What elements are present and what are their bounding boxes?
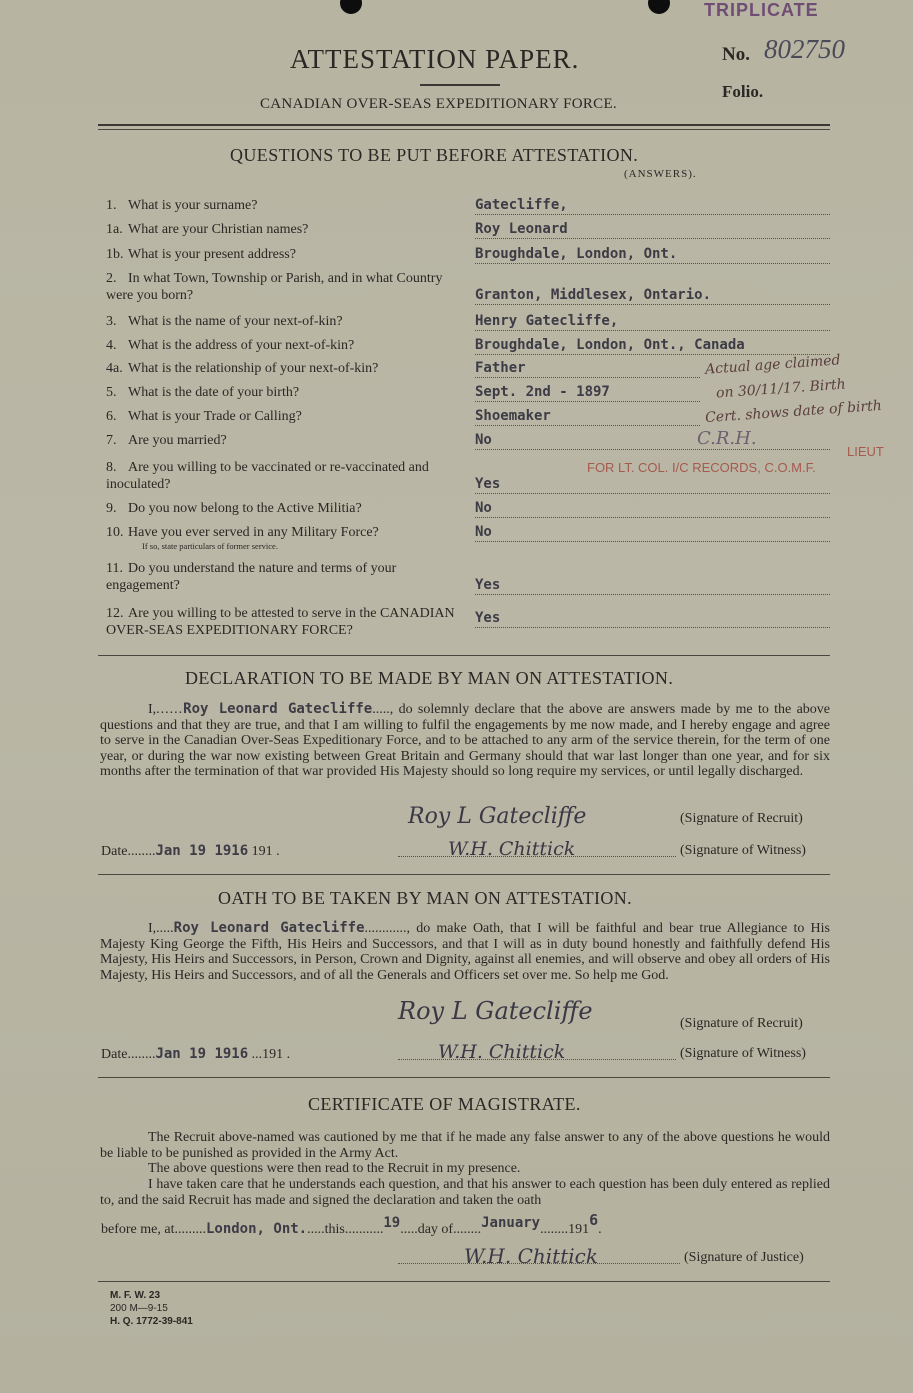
question-3 — [106, 246, 456, 263]
magistrate-day: 19 — [383, 1215, 401, 1231]
question-text: In what Town, Township or Parish, and in what Country were you born? — [106, 271, 443, 303]
oath-witness-line — [398, 1041, 676, 1063]
page-subtitle: CANADIAN OVER-SEAS EXPEDITIONARY FORCE. — [260, 96, 617, 112]
answer-8: Sept. 2nd - 1897 — [475, 384, 700, 402]
question-13 — [106, 524, 456, 551]
answer-1: Gatecliffe, — [475, 197, 830, 215]
question-7 — [106, 360, 456, 377]
answer-11: Yes — [475, 476, 830, 494]
hq-reference: H. Q. 1772-39-841 — [110, 1316, 193, 1327]
oath-i: I, — [148, 921, 157, 936]
header-divider-thin — [98, 129, 830, 130]
question-text: What are your Christian names? — [128, 222, 309, 237]
answer-3: Broughdale, London, Ont. — [475, 246, 830, 264]
question-text: Do you understand the nature and terms of your engagement? — [106, 561, 397, 593]
answer-5: Henry Gatecliffe, — [475, 313, 830, 331]
oath-date-label: Date........Jan 19 1916 ...191 . — [101, 1046, 291, 1062]
question-number: 1a. — [106, 222, 123, 237]
print-run: 200 M—9-15 — [110, 1303, 168, 1314]
answer-7: Father — [475, 360, 700, 378]
question-number: 7. — [106, 433, 117, 448]
oath-date: Jan 19 1916 — [155, 1046, 249, 1062]
question-5 — [106, 313, 456, 330]
question-number: 5. — [106, 385, 117, 400]
witness-signature-label: (Signature of Witness) — [680, 843, 806, 858]
declaration-i: I, — [148, 702, 157, 717]
questions-heading: QUESTIONS TO BE PUT BEFORE ATTESTATION. — [230, 145, 639, 165]
question-text: Are you married? — [128, 433, 227, 448]
page-title: ATTESTATION PAPER. — [290, 44, 580, 74]
oath-recruit-label: (Signature of Recruit) — [680, 1016, 803, 1031]
magistrate-place: London, Ont. — [205, 1221, 308, 1237]
answer-14: Yes — [475, 577, 830, 595]
records-rank: LIEUT — [847, 444, 884, 459]
magistrate-year-digit: 6 — [589, 1211, 599, 1229]
section-divider — [98, 874, 830, 875]
question-note: If so, state particulars of former service. — [142, 541, 278, 551]
magistrate-p3: I have taken care that he understands each question, and that his answer to each question has been duly entered as replied to, and the said Recruit has made and signed the declaration and taken the oath — [100, 1177, 830, 1208]
answer-6: Broughdale, London, Ont., Canada — [475, 337, 830, 355]
number-label: No. — [722, 44, 750, 65]
question-6 — [106, 337, 456, 354]
question-text: What is the date of your birth? — [128, 385, 300, 400]
question-text: What is the relationship of your next-of-kin? — [128, 361, 379, 376]
question-text: What is the address of your next-of-kin? — [128, 338, 355, 353]
question-number: 4. — [106, 338, 117, 353]
question-12 — [106, 500, 456, 517]
question-4 — [106, 270, 456, 304]
oath-heading: OATH TO BE TAKEN BY MAN ON ATTESTATION. — [218, 888, 633, 908]
answer-4: Granton, Middlesex, Ontario. — [475, 287, 830, 305]
question-number: 12. — [106, 606, 124, 621]
question-9 — [106, 408, 456, 425]
question-number: 10. — [106, 525, 124, 540]
punch-hole — [340, 0, 362, 14]
margin-note: Actual age claimed — [704, 352, 841, 378]
oath-text: I,.....Roy Leonard Gatecliffe............, do make Oath, that I will be faithful and bear true Allegiance to His Majesty King George the Fifth, His Heirs and Successors, and that I will as in duty bound honestly and faithfully defend His Majesty, His Heirs and Successors, in Person, Crown and Dignity, against all enemies, and will observe and obey all orders of His Majesty, His Heirs and Successors, and of all the Generals and Officers set over me. So help me God. — [100, 920, 831, 983]
question-10 — [106, 432, 456, 449]
records-stamp — [547, 428, 887, 486]
answer-9: Shoemaker — [475, 408, 700, 426]
answer-15: Yes — [475, 610, 830, 628]
declaration-heading: DECLARATION TO BE MADE BY MAN ON ATTESTATION. — [185, 668, 674, 688]
question-text: What is your present address? — [128, 247, 296, 262]
question-number: 1. — [106, 198, 117, 213]
question-text: Are you willing to be vaccinated or re-vaccinated and inoculated? — [106, 460, 429, 492]
section-divider — [98, 1077, 830, 1078]
answer-2: Roy Leonard — [475, 221, 830, 239]
punch-hole — [648, 0, 670, 14]
records-initials: C.R.H. — [697, 428, 757, 449]
margin-note: on 30/11/17. Birth — [715, 376, 847, 402]
magistrate-before-line: before me, at.........London, Ont......this...........19.....day of........January........1916. — [101, 1211, 602, 1237]
declaration-name: Roy Leonard Gatecliffe — [183, 701, 373, 717]
oath-year: 191 . — [262, 1047, 291, 1062]
regimental-number: 802750 — [764, 34, 845, 64]
section-divider — [98, 655, 830, 656]
recruit-signature-label: (Signature of Recruit) — [680, 811, 803, 826]
folio-label: Folio. — [722, 82, 764, 101]
answer-10: No — [475, 432, 830, 450]
question-number: 4a. — [106, 361, 123, 376]
oath-witness-label: (Signature of Witness) — [680, 1046, 806, 1061]
magistrate-month: January — [481, 1215, 541, 1231]
question-14 — [106, 560, 456, 594]
oath-body: , do make Oath, that I will be faithful and bear true Allegiance to His Majesty King George the Fifth, His Heirs and Successors, and that I will as in duty bound honestly and faithfully defend His Majesty, His Heirs and Successors, in Person, Crown and Dignity, against all enemies, and will observe and obey all orders of His Majesty, His Heirs and Successors, and of all the Generals and Officers set over me. So help me God. — [100, 921, 831, 983]
declaration-date-label: Date........Jan 19 1916 191 . — [101, 843, 280, 859]
answer-13: No — [475, 524, 830, 542]
question-number: 1b. — [106, 247, 124, 262]
magistrate-year-prefix: 191 — [568, 1222, 590, 1237]
question-number: 8. — [106, 460, 117, 475]
question-text: What is the name of your next-of-kin? — [128, 314, 343, 329]
answers-label: (ANSWERS). — [624, 168, 697, 180]
magistrate-p1: The Recruit above-named was cautioned by me that if he made any false answer to any of the above questions he would be liable to be punished as provided in the Army Act. — [100, 1130, 830, 1161]
question-text: Are you willing to be attested to serve in the CANADIAN OVER-SEAS EXPEDITIONARY FORCE? — [106, 606, 455, 638]
records-line: FOR LT. COL. I/C RECORDS, C.O.M.F. — [587, 460, 816, 475]
question-text: What is your surname? — [128, 198, 258, 213]
oath-recruit-signature: Roy L Gatecliffe — [398, 997, 593, 1025]
recruit-signature: Roy L Gatecliffe — [408, 804, 587, 829]
margin-note: Cert. shows date of birth — [704, 397, 883, 427]
magistrate-heading: CERTIFICATE OF MAGISTRATE. — [308, 1094, 581, 1114]
oath-witness-signature: W.H. Chittick — [438, 1041, 566, 1063]
magistrate-p2: The above questions were then read to the Recruit in my presence. — [148, 1161, 521, 1176]
question-text: Have you ever served in any Military Force? — [128, 525, 379, 540]
oath-name: Roy Leonard Gatecliffe — [173, 920, 365, 936]
question-1 — [106, 197, 456, 214]
declaration-text: I,......Roy Leonard Gatecliffe....., do solemnly declare that the above are answers made by me to the above questions and that they are true, and that I am willing to fulfil the engagements by me now made, and I hereby engage and agree to serve in the Canadian Over-Seas Expeditionary Force, and to be attached to any arm of the service therein, for the term of one year, or during the war now existing between Great Britain and Germany should that war last longer than one year, and for six months after the termination of that war provided His Majesty should so long require my services, or until legally discharged. — [100, 701, 830, 779]
question-2 — [106, 221, 456, 238]
form-code: M. F. W. 23 — [110, 1290, 161, 1301]
question-number: 6. — [106, 409, 117, 424]
header-divider — [98, 124, 830, 126]
footer-divider — [98, 1281, 830, 1282]
question-11 — [106, 459, 456, 493]
justice-signature: W.H. Chittick — [464, 1244, 598, 1268]
declaration-date: Jan 19 1916 — [155, 843, 249, 859]
question-text: What is your Trade or Calling? — [128, 409, 302, 424]
title-underline — [420, 84, 500, 86]
witness-signature: W.H. Chittick — [448, 838, 576, 860]
justice-signature-label: (Signature of Justice) — [684, 1250, 804, 1265]
question-number: 3. — [106, 314, 117, 329]
question-text: Do you now belong to the Active Militia? — [128, 501, 362, 516]
declaration-body: , do solemnly declare that the above are answers made by me to the above questions and that they are true, and that I am willing to fulfil the engagements by me now made, and I hereby engage and agree to serve in the Canadian Over-Seas Expeditionary Force, and to be attached to any arm of the service therein, for the term of one year, or during the war now existing between Great Britain and Germany should that war last longer than one year, and for six months after the termination of that war provided His Majesty should so long require my services, or until legally discharged. — [100, 702, 830, 779]
question-number: 11. — [106, 561, 123, 576]
witness-line — [398, 838, 676, 860]
justice-line — [398, 1244, 680, 1268]
question-15 — [106, 605, 456, 639]
declaration-year: 191 . — [251, 844, 280, 859]
question-8 — [106, 384, 456, 401]
triplicate-stamp: TRIPLICATE — [704, 0, 819, 20]
question-number: 2. — [106, 271, 117, 286]
answer-12: No — [475, 500, 830, 518]
question-number: 9. — [106, 501, 117, 516]
